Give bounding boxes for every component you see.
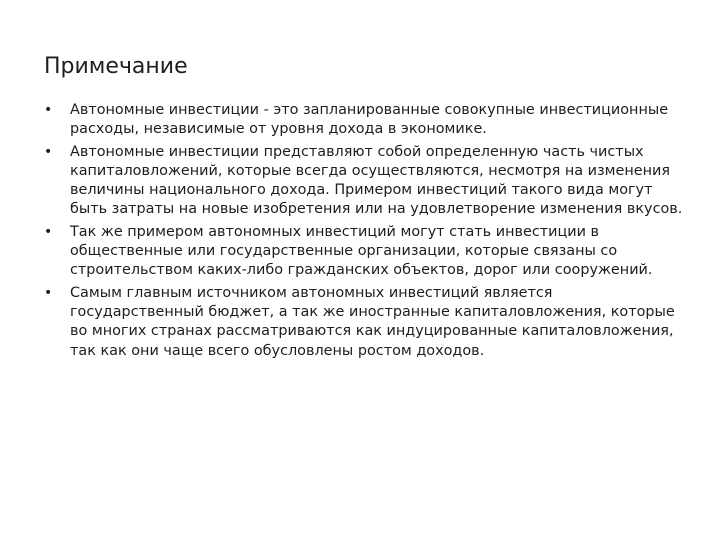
bullet-list [44, 101, 690, 364]
bullet-text: Так же примером автономных инвестиций могут стать инвестиции в общественные или государственные организации, которые связаны со строительством каких-либо гражданских объектов, дорог или сооружений. [70, 223, 653, 279]
list-item [44, 284, 690, 361]
bullet-text: - это запланированные совокупные инвестиционные расходы, независимые от уровня дохода в экономике. [70, 102, 669, 138]
bullet-dot-icon: • [44, 143, 53, 160]
bullet-dot-icon: • [44, 284, 53, 301]
bullet-text: Самым главным источником автономных инвестиций является государственный бюджет, а так же иностранные капиталовложения, которые во многих странах рассматриваются как индуцированные капиталовложения, так как они чаще всего обусловлены ростом доходов. [70, 284, 675, 359]
list-item [44, 143, 690, 220]
bullet-dot-icon: • [44, 223, 53, 240]
bullet-text: представляют собой определенную часть чистых капиталовложений, которые всегда осуществляются, несмотря на изменения величины национального дохода. Примером инвестиций такого вида могут быть затраты на новые изобретения или на удовлетворение изменения вкусов. [70, 143, 683, 218]
term: Автономные инвестиции [70, 102, 260, 118]
list-item [44, 223, 690, 281]
list-item [44, 101, 690, 140]
term: Автономные инвестиции [70, 143, 260, 160]
bullet-dot-icon: • [44, 102, 53, 118]
slide-title: Примечание [44, 54, 188, 79]
